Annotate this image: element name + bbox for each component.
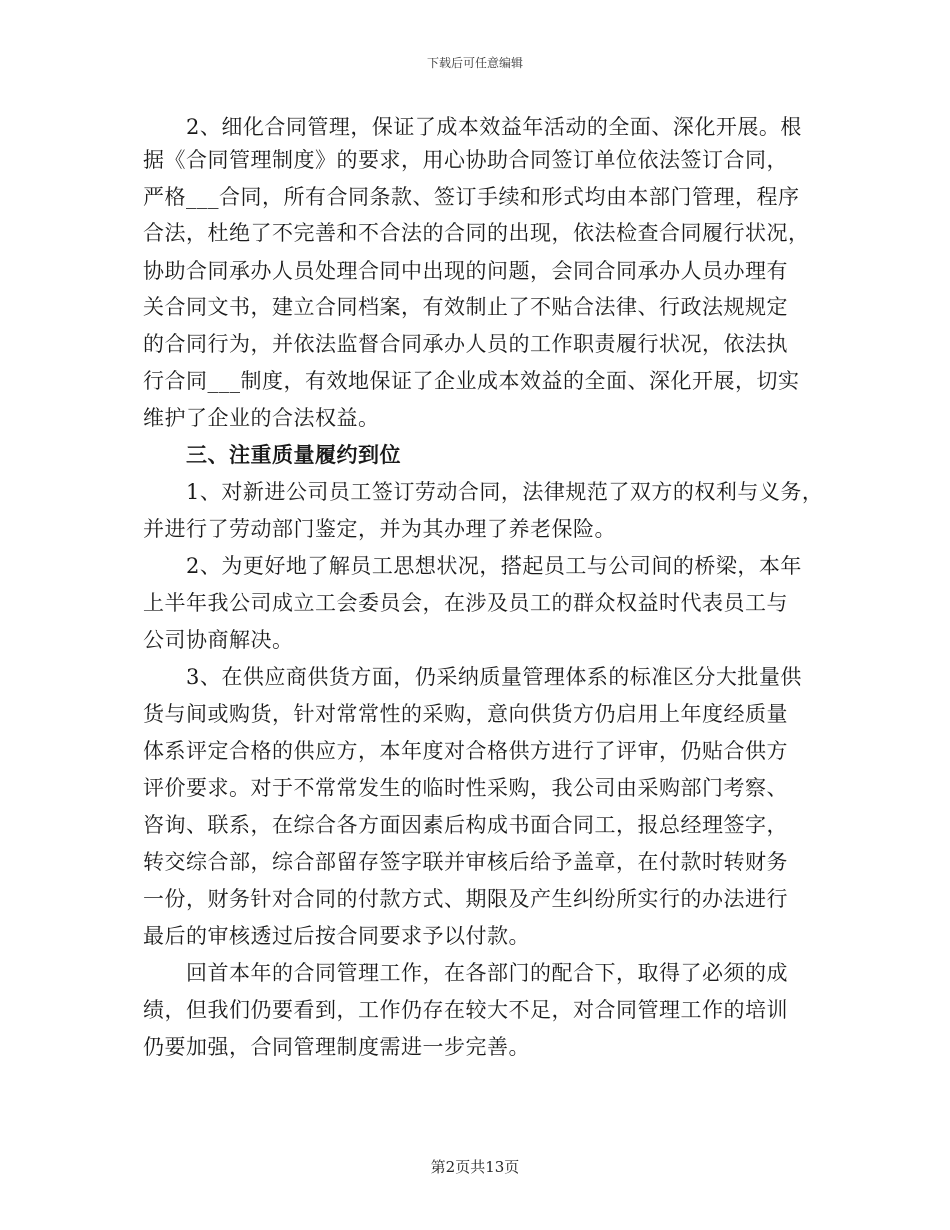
section-heading: 三、注重质量履约到位 — [143, 442, 401, 467]
paragraph-line: 2、为更好地了解员工思想状况，搭起员工与公司间的桥梁，本年 — [143, 554, 802, 578]
paragraph-line: 回首本年的合同管理工作，在各部门的配合下，取得了必须的成 — [143, 961, 788, 985]
paragraph-line: 维护了企业的合法权益。 — [143, 406, 380, 430]
paragraph-line: 行合同___制度，有效地保证了企业成本效益的全面、深化开展，切实 — [143, 369, 800, 393]
paragraph-line: 关合同文书，建立合同档案，有效制止了不贴合法律、行政法规规定 — [143, 295, 788, 319]
paragraph-line: 上半年我公司成立工会委员会，在涉及员工的群众权益时代表员工与 — [143, 591, 788, 615]
paragraph-line: 咨询、联系，在综合各方面因素后构成书面合同工，报总经理签字， — [143, 813, 788, 837]
paragraph-line: 公司协商解决。 — [143, 628, 294, 652]
paragraph-line: 据《合同管理制度》的要求，用心协助合同签订单位依法签订合同， — [143, 148, 788, 172]
paragraph-line: 评价要求。对于不常常发生的临时性采购，我公司由采购部门考察、 — [143, 776, 788, 800]
paragraph-line: 转交综合部，综合部留存签字联并审核后给予盖章，在付款时转财务 — [143, 850, 788, 874]
paragraph-line: 体系评定合格的供应方，本年度对合格供方进行了评审，仍贴合供方 — [143, 739, 788, 763]
paragraph-line: 仍要加强，合同管理制度需进一步完善。 — [143, 1035, 530, 1059]
page-header: 下载后可任意编辑 — [426, 56, 523, 70]
paragraph-line: 并进行了劳动部门鉴定，并为其办理了养老保险。 — [143, 517, 616, 541]
paragraph-line: 协助合同承办人员处理合同中出现的问题，会同合同承办人员办理有 — [143, 259, 788, 283]
paragraph-line: 最后的审核透过后按合同要求予以付款。 — [143, 924, 530, 948]
paragraph-line: 绩，但我们仍要看到，工作仍存在较大不足，对合同管理工作的培训 — [143, 998, 788, 1022]
paragraph-line: 1、对新进公司员工签订劳动合同，法律规范了双方的权利与义务， — [143, 480, 824, 504]
paragraph-line: 3、在供应商供货方面，仍采纳质量管理体系的标准区分大批量供 — [143, 665, 802, 689]
paragraph-line: 的合同行为，并依法监督合同承办人员的工作职责履行状况，依法执 — [143, 332, 788, 356]
paragraph-line: 严格___合同，所有合同条款、签订手续和形式均由本部门管理，程序 — [143, 185, 800, 209]
paragraph-line: 2、细化合同管理，保证了成本效益年活动的全面、深化开展。根 — [143, 115, 802, 139]
paragraph-line: 一份，财务针对合同的付款方式、期限及产生纠纷所实行的办法进行 — [143, 887, 788, 911]
paragraph-line: 货与间或购货，针对常常性的采购，意向供货方仍启用上年度经质量 — [143, 702, 788, 726]
paragraph-line: 合法，杜绝了不完善和不合法的合同的出现，依法检查合同履行状况， — [143, 221, 810, 245]
page-footer: 第2页共13页 — [430, 1158, 520, 1176]
